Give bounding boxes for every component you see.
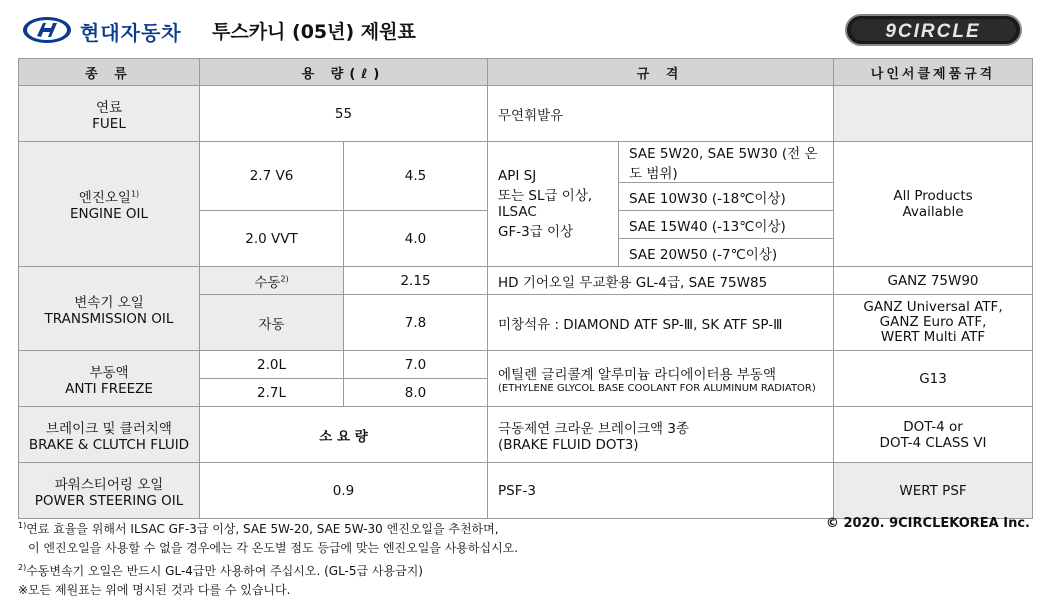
hyundai-emblem-icon	[22, 16, 72, 44]
table-row-engine-oil	[19, 142, 1033, 183]
transmission-capacity: 7.8	[344, 295, 488, 351]
engine-oil-product: All Products Available	[834, 142, 1033, 267]
viscosity-grade: SAE 15W40 (-13℃이상)	[619, 211, 834, 239]
power-steering-capacity: 0.9	[200, 463, 488, 519]
transmission-type-label: 수동$^{2)}$	[200, 267, 344, 295]
fuel-spec: 무연휘발유	[488, 86, 834, 142]
document-header	[0, 0, 1050, 56]
row-label-transmission: 변속기 오일 TRANSMISSION OIL	[19, 267, 200, 351]
antifreeze-capacity: 7.0	[344, 351, 488, 379]
engine-variant-value: 4.0	[344, 211, 488, 267]
engine-variant-value: 4.5	[344, 142, 488, 211]
transmission-product: GANZ Universal ATF, GANZ Euro ATF, WERT Multi ATF	[834, 295, 1033, 351]
footnote-1: $^{1)}$연료 효율을 위해서 ILSAC GF-3급 이상, SAE 5W-20, SAE 5W-30 엔진오일을 추천하며,	[18, 521, 499, 536]
footnote-3: ※모든 제원표는 위에 명시된 것과 다를 수 있습니다.	[18, 583, 291, 597]
brake-capacity: 소 요 량	[200, 407, 488, 463]
footnote-1-continued: 이 엔진오일을 사용할 수 없을 경우에는 각 온도별 점도 등급에 맞는 엔진오일을 사용하십시오.	[28, 541, 519, 555]
footnote-2: $^{2)}$수동변속기 오일은 반드시 GL-4급만 사용하여 주십시오. (GL-5급 사용금지)	[18, 563, 423, 578]
table-row-antifreeze	[19, 351, 1033, 379]
table-header-row	[19, 59, 1033, 86]
viscosity-grade: SAE 20W50 (-7℃이상)	[619, 239, 834, 267]
col-header-product: 나인서클제품규격	[834, 59, 1033, 86]
brake-product: DOT-4 or DOT-4 CLASS VI	[834, 407, 1033, 463]
fuel-product	[834, 86, 1033, 142]
transmission-product: GANZ 75W90	[834, 267, 1033, 295]
antifreeze-capacity: 8.0	[344, 379, 488, 407]
power-steering-product: WERT PSF	[834, 463, 1033, 519]
brake-spec: 극동제연 크라운 브레이크액 3종 (BRAKE FLUID DOT3)	[488, 407, 834, 463]
engine-variant-label: 2.7 V6	[200, 142, 344, 211]
svg-text:9CIRCLE: 9CIRCLE	[885, 21, 981, 42]
engine-oil-spec: API SJ 또는 SL급 이상, ILSAC GF-3급 이상	[488, 142, 619, 267]
antifreeze-spec: 에틸렌 글리콜계 알루미늄 라디에이터용 부동액 (ETHYLENE GLYCOL BASE COOLANT FOR ALUMINUM RADIATOR)	[488, 351, 834, 407]
table-row-power-steering	[19, 463, 1033, 519]
transmission-type-label: 자동	[200, 295, 344, 351]
table-row-brake	[19, 407, 1033, 463]
fuel-capacity: 55	[200, 86, 488, 142]
col-header-spec: 규 격	[488, 59, 834, 86]
row-label-engine-oil: 엔진오일$^{1)}$ ENGINE OIL	[19, 142, 200, 267]
transmission-spec: 미창석유 : DIAMOND ATF SP-Ⅲ, SK ATF SP-Ⅲ	[488, 295, 834, 351]
engine-variant-label: 2.0 VVT	[200, 211, 344, 267]
antifreeze-variant-label: 2.0L	[200, 351, 344, 379]
9circle-logo	[845, 14, 1022, 46]
table-row-fuel	[19, 86, 1033, 142]
col-header-type: 종 류	[19, 59, 200, 86]
footnotes	[18, 516, 738, 600]
copyright-text: © 2020. 9CIRCLEKOREA Inc.	[825, 516, 1030, 531]
page-title: 투스카니 (05년) 제원표	[212, 21, 416, 43]
viscosity-grade: SAE 5W20, SAE 5W30 (전 온도 범위)	[619, 142, 834, 183]
row-label-fuel: 연료 FUEL	[19, 86, 200, 142]
row-label-brake: 브레이크 및 클러치액 BRAKE & CLUTCH FLUID	[19, 407, 200, 463]
transmission-capacity: 2.15	[344, 267, 488, 295]
viscosity-grade: SAE 10W30 (-18℃이상)	[619, 183, 834, 211]
table-row-transmission	[19, 267, 1033, 295]
spec-table	[18, 58, 1033, 519]
col-header-capacity: 용 량(ℓ)	[200, 59, 488, 86]
row-label-antifreeze: 부동액 ANTI FREEZE	[19, 351, 200, 407]
antifreeze-product: G13	[834, 351, 1033, 407]
transmission-spec: HD 기어오일 무교환용 GL-4급, SAE 75W85	[488, 267, 834, 295]
brand-name: 현대자동차	[80, 21, 182, 45]
power-steering-spec: PSF-3	[488, 463, 834, 519]
antifreeze-variant-label: 2.7L	[200, 379, 344, 407]
row-label-power-steering: 파워스티어링 오일 POWER STEERING OIL	[19, 463, 200, 519]
